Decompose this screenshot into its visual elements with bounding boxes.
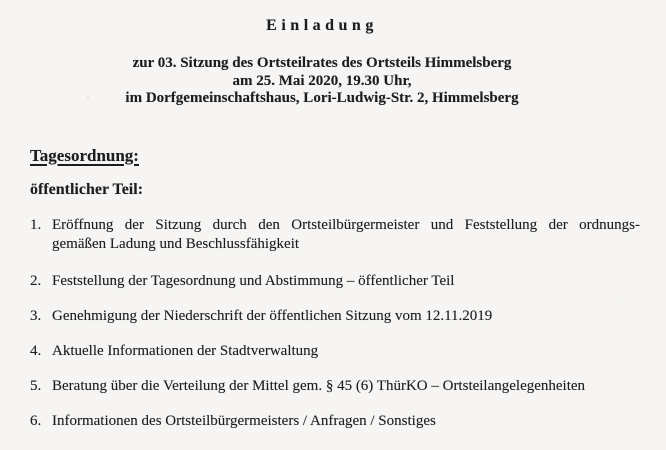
- agenda-item-5-text: [52, 377, 640, 396]
- agenda-item-4-line-1: Aktuelle Informationen der Stadtverwaltung: [52, 342, 319, 359]
- meeting-location-line: im Dorfgemeinschaftshaus, Lori-Ludwig-Str. 2, Himmelsberg: [125, 90, 519, 106]
- agenda-item-4-text: [52, 342, 640, 361]
- agenda-item-6-text: [52, 412, 640, 431]
- agenda-item-4: [30, 342, 640, 361]
- meeting-details: [0, 55, 644, 108]
- public-section-heading: öffentlicher Teil:: [30, 180, 144, 198]
- agenda-item-1-line-1: Eröffnung der Sitzung durch den Ortsteilbürgermeister und Feststellung der ordnungs-: [52, 216, 640, 233]
- agenda-item-5-number: 5.: [30, 377, 42, 394]
- agenda-item-4-number: 4.: [30, 342, 42, 359]
- agenda-item-6-number: 6.: [30, 412, 42, 429]
- agenda-item-1-text: [52, 216, 640, 254]
- agenda-item-3: [30, 307, 640, 326]
- agenda-item-1: [30, 216, 640, 254]
- agenda-item-1-line-2: gemäßen Ladung und Beschlussfähigkeit: [52, 235, 300, 252]
- agenda-item-6-line-1: Informationen des Ortsteilbürgermeisters / Anfragen / Sonstiges: [52, 412, 436, 429]
- agenda-item-2: [30, 272, 640, 291]
- meeting-session-line: zur 03. Sitzung des Ortsteilrates des Ortsteils Himmelsberg: [132, 55, 512, 71]
- agenda-heading: Tagesordnung:: [30, 145, 139, 165]
- agenda-item-6: [30, 412, 640, 431]
- agenda-item-3-line-1: Genehmigung der Niederschrift der öffentlichen Sitzung vom 12.11.2019: [52, 307, 493, 324]
- document-header: [0, 0, 644, 108]
- agenda-item-5: [30, 377, 640, 396]
- document-title: Einladung: [266, 17, 378, 34]
- agenda-item-2-line-1: Feststellung der Tagesordnung und Abstimmung – öffentlicher Teil: [52, 272, 455, 289]
- document-body: [30, 108, 640, 431]
- agenda-item-1-number: 1.: [30, 216, 42, 233]
- agenda-item-3-number: 3.: [30, 307, 42, 324]
- agenda-item-5-line-1: Beratung über die Verteilung der Mittel gem. § 45 (6) ThürKO – Ortsteilangelegenheiten: [52, 377, 586, 394]
- agenda-list: [30, 216, 640, 431]
- meeting-datetime-line: am 25. Mai 2020, 19.30 Uhr,: [232, 72, 412, 89]
- agenda-item-2-text: [52, 272, 640, 291]
- agenda-item-3-text: [52, 307, 640, 326]
- agenda-item-2-number: 2.: [30, 272, 42, 289]
